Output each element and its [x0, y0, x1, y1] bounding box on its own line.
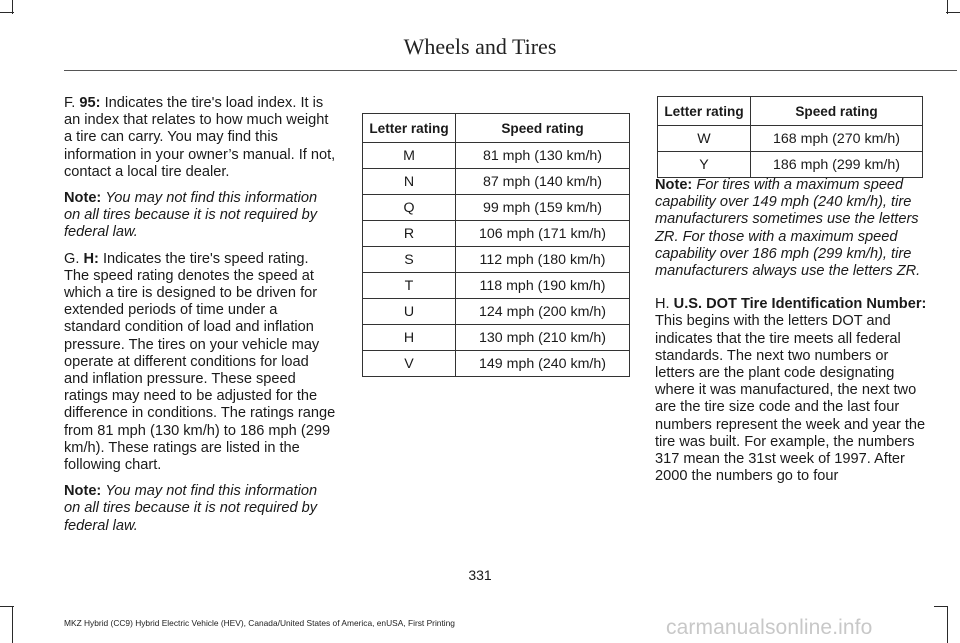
table-row [363, 273, 630, 299]
table-row [363, 221, 630, 247]
speed-cell: 106 mph (171 km/h) [456, 221, 630, 247]
letter-cell: Q [363, 195, 456, 221]
speed-cell: 186 mph (299 km/h) [751, 152, 923, 178]
letter-cell: U [363, 299, 456, 325]
speed-cell: 81 mph (130 km/h) [456, 143, 630, 169]
paragraph-load-index: F. 95: Indicates the tire's load index. It is an index that relates to how much weight a tire can carry. You may find this information in your owner’s manual. If not, contact a local tire dealer. [64, 95, 336, 180]
column-right [655, 177, 927, 494]
letter-cell: R [363, 221, 456, 247]
letter-cell: T [363, 273, 456, 299]
page-title: Wheels and Tires [403, 34, 557, 59]
speed-rating-table-1 [362, 113, 630, 377]
letter-cell: V [363, 351, 456, 377]
crop-mark-tr-h [946, 12, 960, 13]
header-letter-rating: Letter rating [363, 114, 456, 143]
table-row [658, 152, 923, 178]
header-letter-rating: Letter rating [658, 97, 751, 126]
crop-mark-tl-h [0, 12, 14, 13]
crop-mark-bl-v [12, 606, 13, 643]
column-left [64, 95, 337, 544]
watermark: carmanualsonline.info [666, 616, 873, 639]
crop-mark-br-h [934, 606, 948, 607]
note-zr-rating: Note: For tires with a maximum speed capability over 149 mph (240 km/h), tire manufacturers sometimes use the letters ZR. For those with a maximum speed capability over 186 mph (299 km/h), tire manufacturers always use the letters ZR. [655, 177, 921, 280]
table-row [363, 351, 630, 377]
paragraph-dot-number: H. U.S. DOT Tire Identification Number: This begins with the letters DOT and indicates that the tire meets all federal standards. The next two numbers or letters are the plant code designating where it was manufactured, the next two are the tire size code and the last four numbers represent the week and year the tire was built. For example, the numbers 317 mean the 31st week of 1997. After 2000 the numbers go to four [655, 296, 927, 485]
header-speed-rating: Speed rating [751, 97, 923, 126]
footer-text: MKZ Hybrid (CC9) Hybrid Electric Vehicle (HEV), Canada/United States of America, enUSA, First Printing [64, 618, 455, 628]
page-number: 331 [468, 567, 492, 583]
table-header-row [363, 114, 630, 143]
table-row [363, 325, 630, 351]
speed-cell: 149 mph (240 km/h) [456, 351, 630, 377]
letter-cell: M [363, 143, 456, 169]
header-divider [64, 70, 957, 71]
speed-rating-table-2 [657, 96, 923, 178]
speed-cell: 99 mph (159 km/h) [456, 195, 630, 221]
note-speed-rating: Note: You may not find this information on all tires because it is not required by federal law. [64, 483, 318, 534]
paragraph-speed-rating: G. H: Indicates the tire's speed rating. The speed rating denotes the speed at which a tire is designed to be driven for extended periods of time under a standard condition of load and inflation pressure. The tires on your vehicle may operate at different conditions for load and inflation pressure. These speed ratings may need to be adjusted for the difference in conditions. The ratings range from 81 mph (130 km/h) to 186 mph (299 km/h). These ratings are listed in the following chart. [64, 250, 336, 474]
table-row [363, 195, 630, 221]
speed-cell: 112 mph (180 km/h) [456, 247, 630, 273]
table-row [363, 143, 630, 169]
letter-cell: S [363, 247, 456, 273]
speed-cell: 87 mph (140 km/h) [456, 169, 630, 195]
letter-cell: W [658, 126, 751, 152]
crop-mark-bl-h [0, 606, 14, 607]
table-row [658, 126, 923, 152]
header-speed-rating: Speed rating [456, 114, 630, 143]
table-header-row [658, 97, 923, 126]
speed-cell: 130 mph (210 km/h) [456, 325, 630, 351]
table-row [363, 299, 630, 325]
letter-cell: H [363, 325, 456, 351]
crop-mark-br-v [947, 606, 948, 643]
table-row [363, 169, 630, 195]
letter-cell: Y [658, 152, 751, 178]
note-load-index: Note: You may not find this information on all tires because it is not required by federal law. [64, 190, 318, 241]
letter-cell: N [363, 169, 456, 195]
speed-cell: 118 mph (190 km/h) [456, 273, 630, 299]
speed-cell: 124 mph (200 km/h) [456, 299, 630, 325]
speed-cell: 168 mph (270 km/h) [751, 126, 923, 152]
table-row [363, 247, 630, 273]
